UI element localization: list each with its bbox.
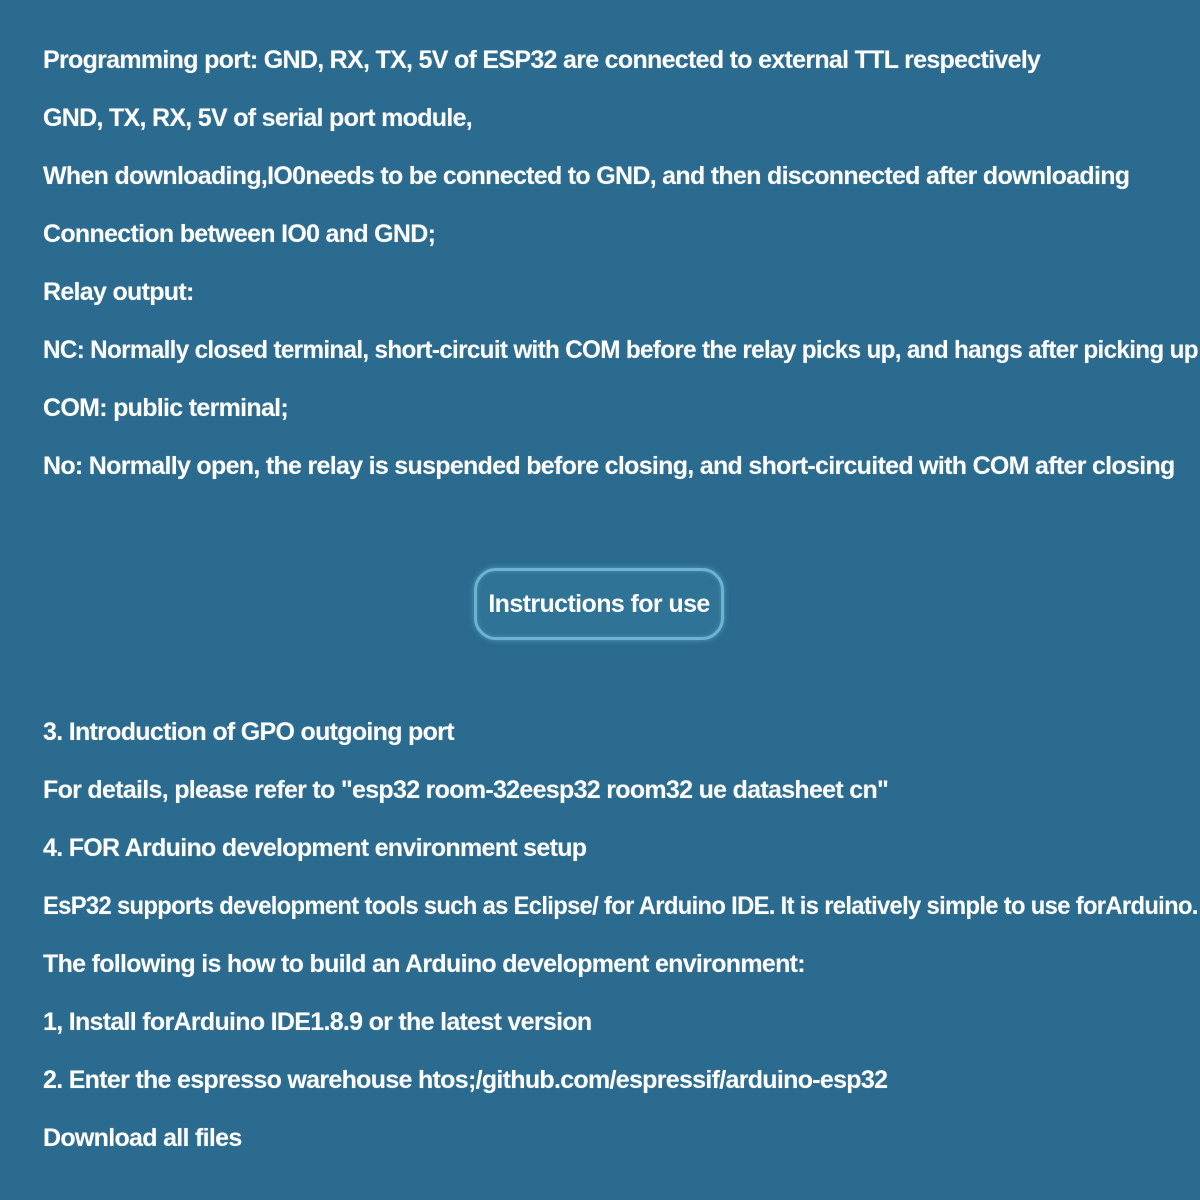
text-line-programming-port: Programming port: GND, RX, TX, 5V of ESP32 are connected to external TTL respectively <box>43 46 1041 74</box>
text-line-serial-module: GND, TX, RX, 5V of serial port module, <box>43 104 473 132</box>
text-line-no: No: Normally open, the relay is suspended before closing, and short-circuited with COM after closing <box>43 452 1175 480</box>
text-line-com: COM: public terminal; <box>43 394 289 422</box>
text-line-install: 1, Install forArduino IDE1.8.9 or the latest version <box>43 1008 592 1036</box>
text-line-dev-tools: EsP32 supports development tools such as Eclipse/ for Arduino IDE. It is relatively simple to use forArduino. <box>43 892 1198 920</box>
text-line-gpo-intro: 3. Introduction of GPO outgoing port <box>43 718 454 746</box>
text-line-download-files: Download all files <box>43 1124 242 1152</box>
text-line-downloading: When downloading,IO0needs to be connected to GND, and then disconnected after downloading <box>43 162 1130 190</box>
text-line-nc: NC: Normally closed terminal, short-circuit with COM before the relay picks up, and hangs after picking up <box>43 336 1198 364</box>
text-line-relay-output: Relay output: <box>43 278 194 306</box>
text-line-warehouse: 2. Enter the espresso warehouse htos;/github.com/espressif/arduino-esp32 <box>43 1066 888 1094</box>
text-line-arduino-setup: 4. FOR Arduino development environment setup <box>43 834 587 862</box>
text-line-build-env: The following is how to build an Arduino development environment: <box>43 950 805 978</box>
instructions-for-use-label: Instructions for use <box>488 589 710 618</box>
text-line-connection: Connection between IO0 and GND; <box>43 220 436 248</box>
instructions-for-use-button[interactable] <box>474 568 724 640</box>
text-line-datasheet: For details, please refer to "esp32 room-32eesp32 room32 ue datasheet cn" <box>43 776 889 804</box>
